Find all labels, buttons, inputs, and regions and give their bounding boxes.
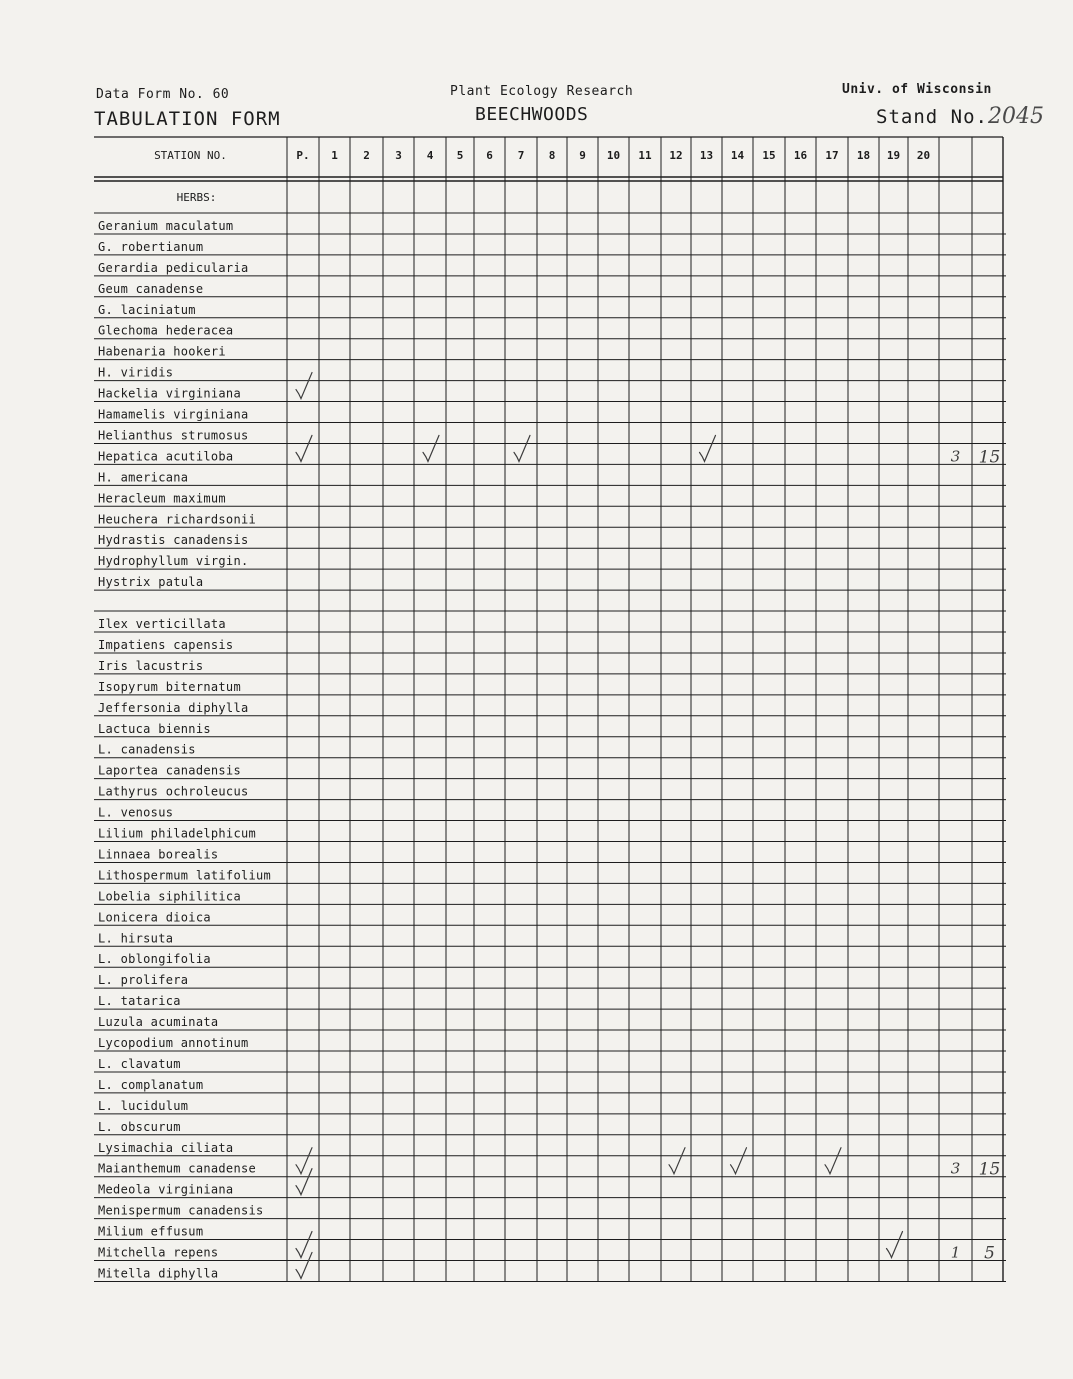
frequency-value: 1 (950, 1243, 961, 1262)
species-name: L. clavatum (98, 1056, 181, 1071)
species-name: Lactuca biennis (98, 721, 211, 736)
species-name: Lycopodium annotinum (98, 1036, 249, 1050)
species-name: Hystrix patula (98, 575, 204, 590)
column-header: 15 (762, 149, 776, 162)
species-name: Hydrophyllum virgin. (98, 554, 249, 569)
species-name: L. prolifera (98, 973, 189, 988)
species-name: Impatiens capensis (98, 637, 234, 652)
species-name: Geranium maculatum (98, 218, 234, 233)
species-name: Maianthemum canadense (98, 1161, 257, 1176)
column-header: P. (296, 149, 310, 162)
column-header: 16 (793, 149, 808, 162)
species-name: Linnaea borealis (98, 847, 219, 862)
checkmark-icon (731, 1148, 747, 1174)
checkmark-icon (423, 435, 439, 461)
column-header: 17 (825, 149, 839, 162)
column-header: 6 (486, 149, 493, 162)
checkmark-icon (296, 1148, 312, 1174)
species-name: Isopyrum biternatum (98, 679, 241, 694)
percent-value: 15 (978, 1159, 1001, 1180)
species-name: Mitchella repens (98, 1245, 219, 1260)
checkmark-icon (296, 373, 312, 399)
species-name: Hepatica acutiloba (98, 449, 234, 464)
column-header: 18 (856, 149, 871, 162)
species-name: Geum canadense (98, 281, 204, 296)
column-header: 12 (669, 149, 683, 162)
column-header: 9 (579, 149, 586, 162)
species-name: Lobelia siphilitica (98, 889, 241, 904)
organization-label: Plant Ecology Research (450, 84, 634, 99)
species-name: L. obscurum (98, 1119, 181, 1134)
form-title: TABULATION FORM (94, 108, 281, 130)
species-name: Jeffersonia diphylla (98, 700, 249, 715)
species-name: Iris lacustris (98, 658, 204, 673)
species-name: G. laciniatum (98, 302, 196, 317)
checkmark-icon (296, 1169, 312, 1195)
species-name: H. americana (98, 470, 189, 485)
species-name: Gerardia pedicularia (98, 260, 249, 275)
species-name: Luzula acuminata (98, 1015, 219, 1030)
species-name: Lilium philadelphicum (98, 826, 257, 841)
species-name: Lathyrus ochroleucus (98, 784, 249, 799)
species-name: L. venosus (98, 805, 174, 820)
species-name: Heracleum maximum (98, 491, 226, 506)
species-name: Glechoma hederacea (98, 323, 234, 338)
frequency-value: 3 (950, 1159, 961, 1178)
species-name: Hydrastis canadensis (98, 533, 249, 548)
checkmark-icon (825, 1148, 841, 1174)
column-header: 5 (456, 149, 464, 162)
stand-value: 2045 (987, 104, 1044, 129)
column-header: 10 (606, 149, 621, 162)
checkmark-icon (296, 1232, 312, 1258)
species-name: Hackelia virginiana (98, 386, 241, 401)
column-header: 20 (916, 149, 931, 162)
column-header: 4 (426, 149, 434, 162)
species-name: L. complanatum (98, 1077, 204, 1092)
station-no-label: STATION NO. (154, 149, 227, 162)
species-name: L. lucidulum (98, 1098, 189, 1113)
species-name: L. tatarica (98, 994, 181, 1009)
checkmark-icon (669, 1148, 685, 1174)
species-name: Menispermum canadensis (98, 1203, 264, 1218)
species-name: L. oblongifolia (98, 952, 211, 967)
university-label: Univ. of Wisconsin (842, 82, 992, 97)
species-name: Lonicera dioica (98, 910, 211, 925)
species-name: Habenaria hookeri (98, 344, 226, 359)
checkmark-icon (514, 435, 530, 461)
column-header: 19 (886, 149, 901, 162)
column-header: 2 (363, 149, 370, 162)
percent-value: 15 (978, 447, 1001, 468)
species-name: Laportea canadensis (98, 763, 241, 778)
species-name: Milium effusum (98, 1224, 204, 1239)
species-name: Mitella diphylla (98, 1266, 219, 1281)
stand-label: Stand No. (876, 106, 988, 128)
section-label-herbs: HERBS: (176, 191, 217, 204)
column-header: 3 (395, 149, 402, 162)
species-name: Ilex verticillata (98, 617, 226, 631)
percent-value: 5 (984, 1243, 995, 1264)
species-name: Heuchera richardsonii (98, 512, 257, 527)
species-name: H. viridis (98, 365, 174, 380)
species-name: Medeola virginiana (98, 1182, 234, 1197)
species-name: G. robertianum (98, 239, 204, 254)
column-header: 8 (548, 149, 556, 162)
frequency-value: 3 (950, 447, 961, 466)
column-header: 11 (638, 149, 652, 162)
species-name: L. canadensis (98, 742, 196, 757)
species-name: L. hirsuta (98, 931, 174, 946)
checkmark-icon (296, 1252, 312, 1278)
species-name: Helianthus strumosus (98, 428, 249, 443)
checkmark-icon (887, 1232, 903, 1258)
form-number: Data Form No. 60 (96, 87, 230, 102)
checkmark-icon (296, 435, 312, 461)
site-title: BEECHWOODS (475, 104, 589, 125)
species-name: Lithospermum latifolium (98, 868, 272, 883)
column-header: 14 (730, 149, 745, 162)
column-header: 1 (331, 149, 338, 162)
column-header: 13 (699, 149, 714, 162)
species-name: Lysimachia ciliata (98, 1140, 234, 1155)
column-header: 7 (517, 149, 525, 162)
checkmark-icon (700, 435, 716, 461)
species-name: Hamamelis virginiana (98, 407, 249, 422)
